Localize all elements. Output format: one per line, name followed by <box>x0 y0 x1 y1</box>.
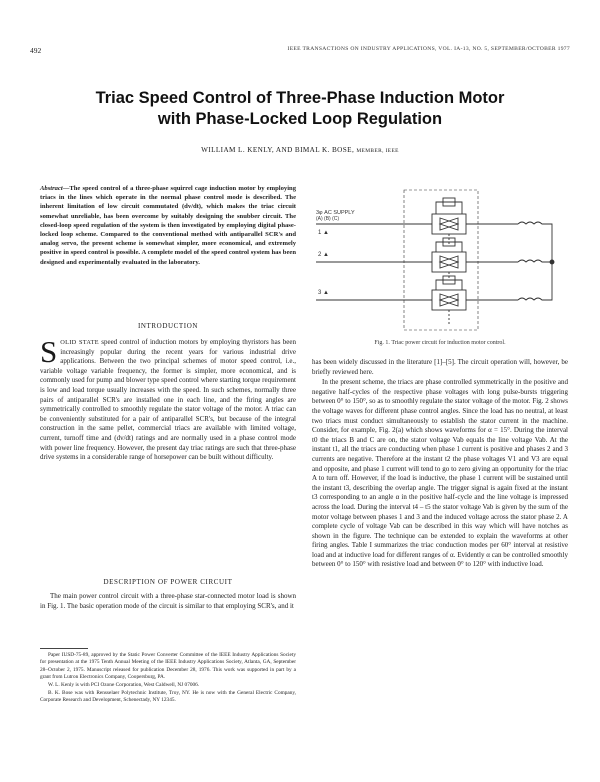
running-head: IEEE TRANSACTIONS ON INDUSTRY APPLICATIONS, VOL. IA-13, NO. 5, SEPTEMBER/OCTOBER 1977 <box>287 46 570 52</box>
abstract <box>40 184 296 267</box>
continued-paragraph: has been widely discussed in the literature [1]–[5]. The circuit operation will, however, be briefly reviewed here. <box>312 358 568 376</box>
introduction-body <box>40 334 296 464</box>
author-membership: MEMBER, IEEE <box>356 148 399 154</box>
figure-1-power-circuit <box>312 184 568 336</box>
circuit-diagram <box>312 184 568 336</box>
phase-1-label: 1 ▲ <box>318 230 329 236</box>
figure-caption: Fig. 1. Triac power circuit for induction motor control. <box>374 340 506 346</box>
phase-3-label: 3 ▲ <box>318 290 329 296</box>
power-circuit-body <box>40 592 296 612</box>
abstract-lead: Abstract <box>40 185 63 192</box>
footnote-rule <box>40 648 88 649</box>
intro-lead-caps: OLID STATE <box>60 339 99 346</box>
operation-paragraph: In the present scheme, the triacs are phase controlled symmetrically in the positive and negative half-cycles of the respective phase voltages with long pulse-bursts triggering between 0° to 150°, so as to smoothly regulate the stator voltage of the motor. Fig. 2 shows the voltage waves for different phase control angles. Since the load has no neutral, at least two triacs must conduct simultaneously to establish the stator current in the machine. Consider, for example, Fig. 2(a) which shows waveforms for α = 15°. During the interval t0 the triacs B and C are on, the stator voltage Vab equals the line voltage Vab. At the instant t1, all the triacs are conducting when phase 1 current is positive and phases 2 and 3 currents are negative. Therefore at the instant t2 the phase voltages V1 and V3 are equal and opposite, and phase 1 current will tend to go to zero giving an opportunity for the triac A to turn off. However, if the load is inductive, the phase 1 current will be sustained until the instant t3, describing the overlap angle. The trigger signal is again fixed at the instant t3 corresponding to an angle α in the positive half-cycle and the line voltage is impressed across the load. During the interval t4 – t5 the stator voltage Vab is given by the sum of the motor voltage between phases 1 and 3 and the induced voltage across the stator phase 2. A complete cycle of voltage Vab can be described in this way which will have notches as shown in the figure. The technique can be extended to explain the waveforms at other firing angles. Table I summarizes the triac conduction modes per 60° interval at resistive load and at inductive load for different ranges of α. Evidently α can be controlled smoothly between 0° to 150° with resistive load and between 0° to 120° with inductive load. <box>312 378 568 569</box>
paper-title <box>40 88 560 130</box>
title-line-2: with Phase-Locked Loop Regulation <box>157 110 443 128</box>
footnote-1: Paper IUSD-75-89, approved by the Static Power Converter Committee of the IEEE Industry Applications Society for presentation at the 1975 Tenth Annual Meeting of the IEEE Industry Applications Society, Atlanta, GA, September 28–October 2, 1975. Manuscript released for publication December 28, 1976. This work was supported in part by a grant from Lutron Electronics Company, Coopersburg, PA. <box>40 652 296 681</box>
power-circuit-paragraph: The main power control circuit with a three-phase star-connected motor load is shown in Fig. 1. The basic operation mode of the circuit is similar to that employing SCR's, and it <box>40 592 296 610</box>
authors <box>40 146 560 154</box>
drop-cap: S <box>40 334 58 369</box>
section-heading-power-circuit: DESCRIPTION OF POWER CIRCUIT <box>103 578 233 586</box>
page-number: 492 <box>30 46 42 55</box>
author-names: WILLIAM L. KENLY, AND BIMAL K. BOSE, <box>201 146 355 154</box>
footnote-3: B. K. Bose was with Rensselaer Polytechnic Institute, Troy, NY. He is now with the General Electric Company, Corporate Research and Development, Schenectady, NY 12345. <box>40 690 296 704</box>
intro-paragraph <box>40 334 296 463</box>
lines-label: (A) (B) (C) <box>316 216 340 222</box>
phase-2-label: 2 ▲ <box>318 252 329 258</box>
abstract-text: —The speed control of a three-phase squirrel cage induction motor by employing triacs in the lines which operate in the normal phase control mode is described. The inherent limitation of low circuit commutated (dv/dt), which makes the triac circuit somewhat unreliable, has been overcome by suitably designing the snubber circuit. The closed-loop speed regulation of the system is then investigated by employing digital phase-locked loop scheme. Compared to the conventional method with antiparallel SCR's and analog servo, the present scheme is somewhat simpler, more economical, and extremely positive in speed control is possible. A complete model of the speed control system has been designed and experimentally evaluated in the laboratory. <box>40 185 296 266</box>
section-heading-introduction: INTRODUCTION <box>137 322 199 330</box>
footnote-2: W. L. Kenly is with PCI Ozone Corporation, West Caldwell, NJ 07006. <box>48 682 200 689</box>
title-line-1: Triac Speed Control of Three-Phase Induction Motor <box>95 89 505 107</box>
intro-text: speed control of induction motors by employing thyristors has been increasingly popular during the recent years for various industrial drive applications. Between the two principal schemes of motor speed control, i.e., variable voltage variable frequency, the former is simpler, more economical, and is commonly used for pump and blower type speed control where starting torque requirement is low and load torque usually increases with the speed. In such schemes, normally three pairs of antiparallel SCR's are installed one in each line, and the firing angles are symmetrically controlled to smoothly regulate the stator voltage of the motor. A triac can be conveniently substituted for a pair of antiparallel SCR's, but because of the integral construction in the same pellet, commercial triacs are available with limited voltage, current, turnoff time and (dv/dt) ratings and are normally used in a phase control mode with power line frequency. However, the present day triac ratings are such that three-phase drive systems in a considerable range of horsepower can be built without difficulty. <box>40 338 296 462</box>
footnotes <box>40 652 296 705</box>
supply-label: 3φ AC SUPPLY <box>316 210 355 216</box>
right-column-body <box>312 358 568 571</box>
